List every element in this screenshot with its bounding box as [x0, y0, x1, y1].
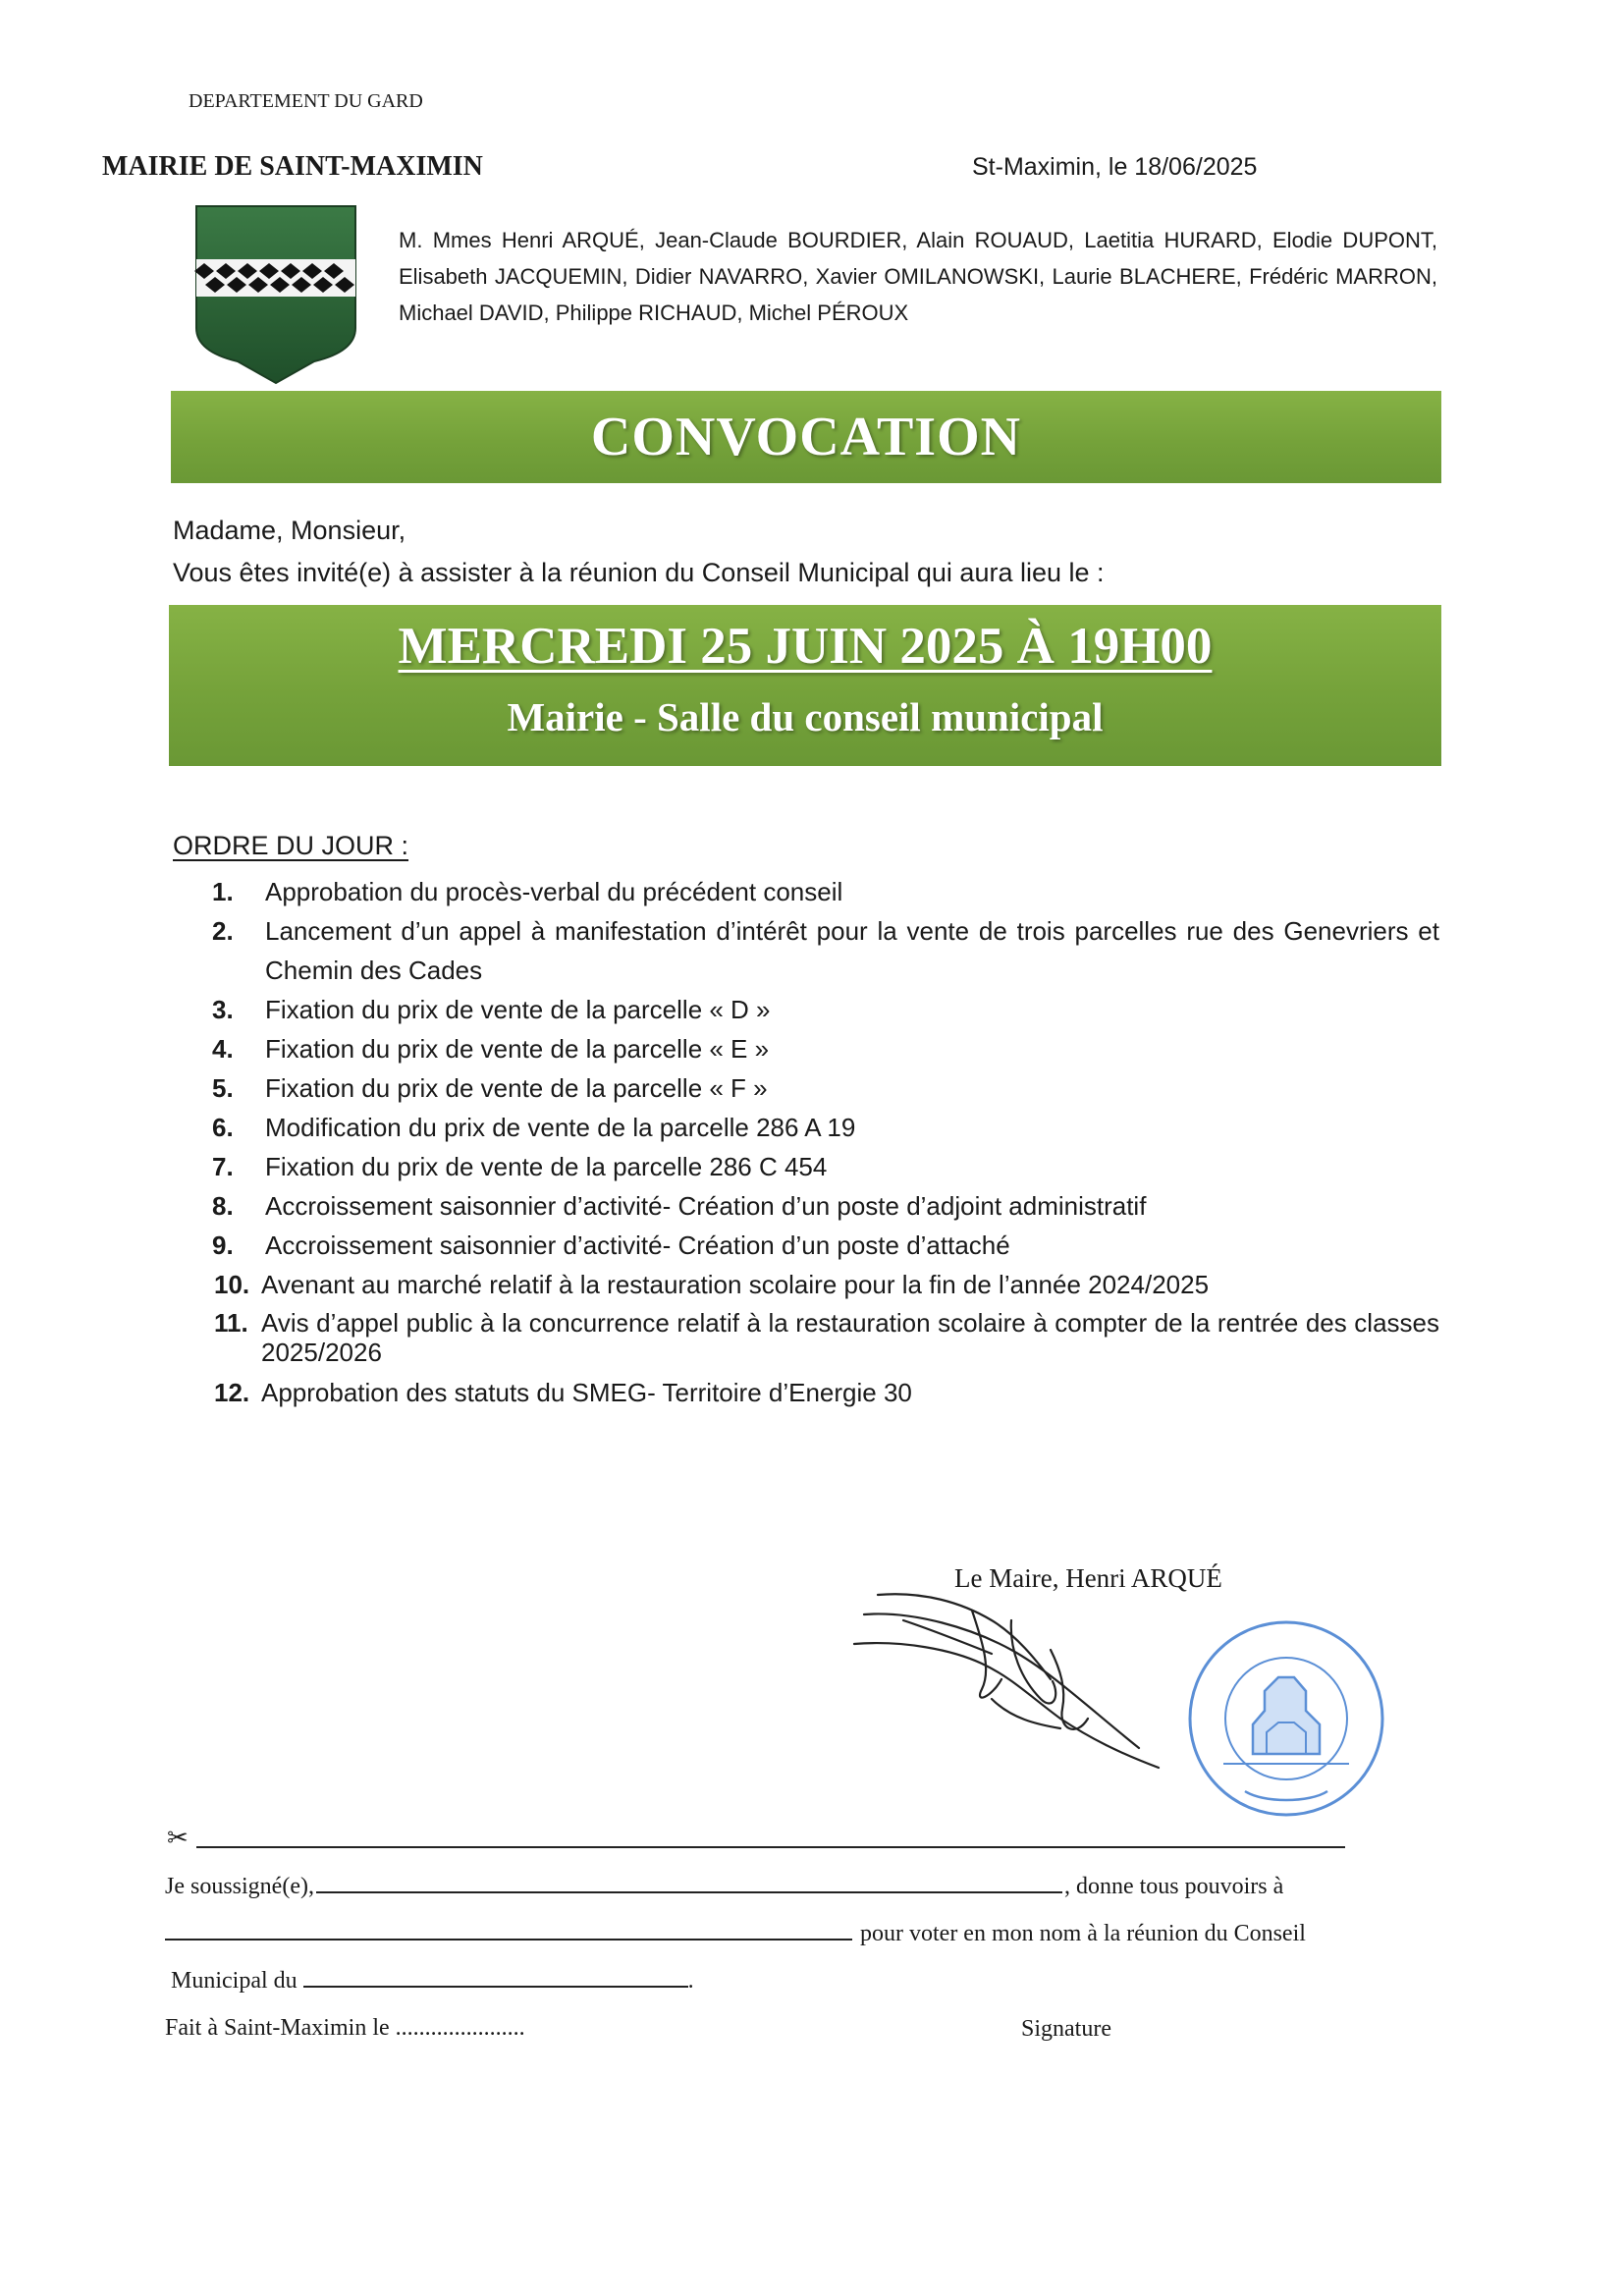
proxy-line-3	[171, 1968, 694, 1995]
agenda-item	[173, 1186, 1439, 1226]
agenda-item-number: 10.	[214, 1270, 250, 1299]
meeting-datetime: MERCREDI 25 JUIN 2025 À 19H00	[398, 618, 1213, 675]
agenda-item	[173, 1308, 1439, 1367]
handwritten-signature	[844, 1581, 1198, 1777]
agenda-item-text: Modification du prix de vente de la parcelle 286 A 19	[265, 1113, 856, 1142]
agenda-item	[173, 911, 1439, 990]
proxy-line-1	[165, 1874, 1283, 1900]
agenda-item-number: 7.	[212, 1152, 234, 1181]
agenda-item-number: 5.	[212, 1073, 234, 1103]
recipients-list: M. Mmes Henri ARQUÉ, Jean-Claude BOURDIER, Alain ROUAUD, Laetitia HURARD, Elodie DUPONT, Elisabeth JACQUEMIN, Didier NAVARRO, Xavier OMILANOWSKI, Laurie BLACHERE, Frédéric MARRON, Michael DAVID, Philippe RICHAUD, Michel PÉROUX	[399, 228, 1437, 325]
mairie-title: MAIRIE DE SAINT-MAXIMIN	[102, 151, 483, 182]
agenda-item-number: 11.	[214, 1308, 248, 1338]
agenda-item-text: Fixation du prix de vente de la parcelle « D »	[265, 995, 771, 1024]
proxy-name-field[interactable]	[316, 1874, 1062, 1893]
agenda-item-text: Lancement d’un appel à manifestation d’intérêt pour la vente de trois parcelles rue des Genevriers et Chemin des Cades	[265, 916, 1439, 985]
convocation-title: CONVOCATION	[590, 407, 1022, 467]
agenda-item-text: Accroissement saisonnier d’activité- Création d’un poste d’attaché	[265, 1230, 1010, 1260]
department-label: DEPARTEMENT DU GARD	[189, 90, 423, 112]
proxy-line-1-prefix: Je soussigné(e),	[165, 1874, 314, 1899]
proxy-date-field[interactable]	[303, 1968, 688, 1988]
proxy-place-date: Fait à Saint-Maximin le ......................	[165, 2015, 525, 2041]
agenda-title: ORDRE DU JOUR :	[173, 831, 409, 860]
agenda-item-text: Avis d’appel public à la concurrence relatif à la restauration scolaire à compter de la rentrée des classes 2025/2026	[261, 1308, 1439, 1367]
agenda-item-text: Fixation du prix de vente de la parcelle « E »	[265, 1034, 770, 1064]
meeting-banner	[169, 605, 1441, 766]
agenda-item-text: Approbation des statuts du SMEG- Territoire d’Energie 30	[261, 1378, 912, 1407]
agenda-item-number: 8.	[212, 1191, 234, 1221]
agenda-item-number: 3.	[212, 995, 234, 1024]
agenda-item-text: Avenant au marché relatif à la restauration scolaire pour la fin de l’année 2024/2025	[261, 1270, 1210, 1299]
invitation-text: Vous êtes invité(e) à assister à la réunion du Conseil Municipal qui aura lieu le :	[173, 558, 1105, 587]
agenda-item-number: 12.	[214, 1378, 250, 1407]
signer-name: Le Maire, Henri ARQUÉ	[954, 1563, 1222, 1593]
agenda-item-text: Approbation du procès-verbal du précédent conseil	[265, 877, 843, 906]
agenda-item	[173, 1029, 1439, 1068]
agenda-item	[173, 1373, 1439, 1412]
agenda-item	[173, 1068, 1439, 1108]
mairie-stamp	[1184, 1616, 1388, 1821]
signature-label: Signature	[1021, 2016, 1111, 2042]
agenda-item-text: Fixation du prix de vente de la parcelle 286 C 454	[265, 1152, 828, 1181]
coat-of-arms-icon	[194, 204, 357, 385]
proxy-line-2	[165, 1921, 1306, 1947]
agenda-item-number: 4.	[212, 1034, 234, 1064]
agenda-item-text: Accroissement saisonnier d’activité- Création d’un poste d’adjoint administratif	[265, 1191, 1147, 1221]
agenda-list	[173, 872, 1439, 1412]
proxy-line-2-suffix: pour voter en mon nom à la réunion du Conseil	[860, 1921, 1306, 1946]
agenda-item	[173, 872, 1439, 911]
cut-line	[196, 1846, 1345, 1848]
agenda-item-number: 2.	[212, 916, 234, 946]
agenda-item-text: Fixation du prix de vente de la parcelle « F »	[265, 1073, 768, 1103]
agenda-item-number: 1.	[212, 877, 234, 906]
agenda-item	[173, 1265, 1439, 1304]
proxy-line-1-suffix: , donne tous pouvoirs à	[1063, 1874, 1284, 1899]
agenda-item	[173, 1108, 1439, 1147]
greeting: Madame, Monsieur,	[173, 516, 406, 545]
place-date: St-Maximin, le 18/06/2025	[972, 153, 1258, 181]
proxy-line-3-suffix: .	[687, 1968, 694, 1994]
scissors-icon: ✂	[167, 1823, 189, 1852]
agenda-item	[173, 1147, 1439, 1186]
agenda-item	[173, 990, 1439, 1029]
meeting-location: Mairie - Salle du conseil municipal	[507, 694, 1104, 739]
convocation-banner	[171, 391, 1441, 483]
proxy-line-3-prefix: Municipal du	[171, 1968, 298, 1994]
agenda-item-number: 9.	[212, 1230, 234, 1260]
agenda-item-number: 6.	[212, 1113, 234, 1142]
proxy-delegate-field[interactable]	[165, 1921, 852, 1941]
agenda-item	[173, 1226, 1439, 1265]
